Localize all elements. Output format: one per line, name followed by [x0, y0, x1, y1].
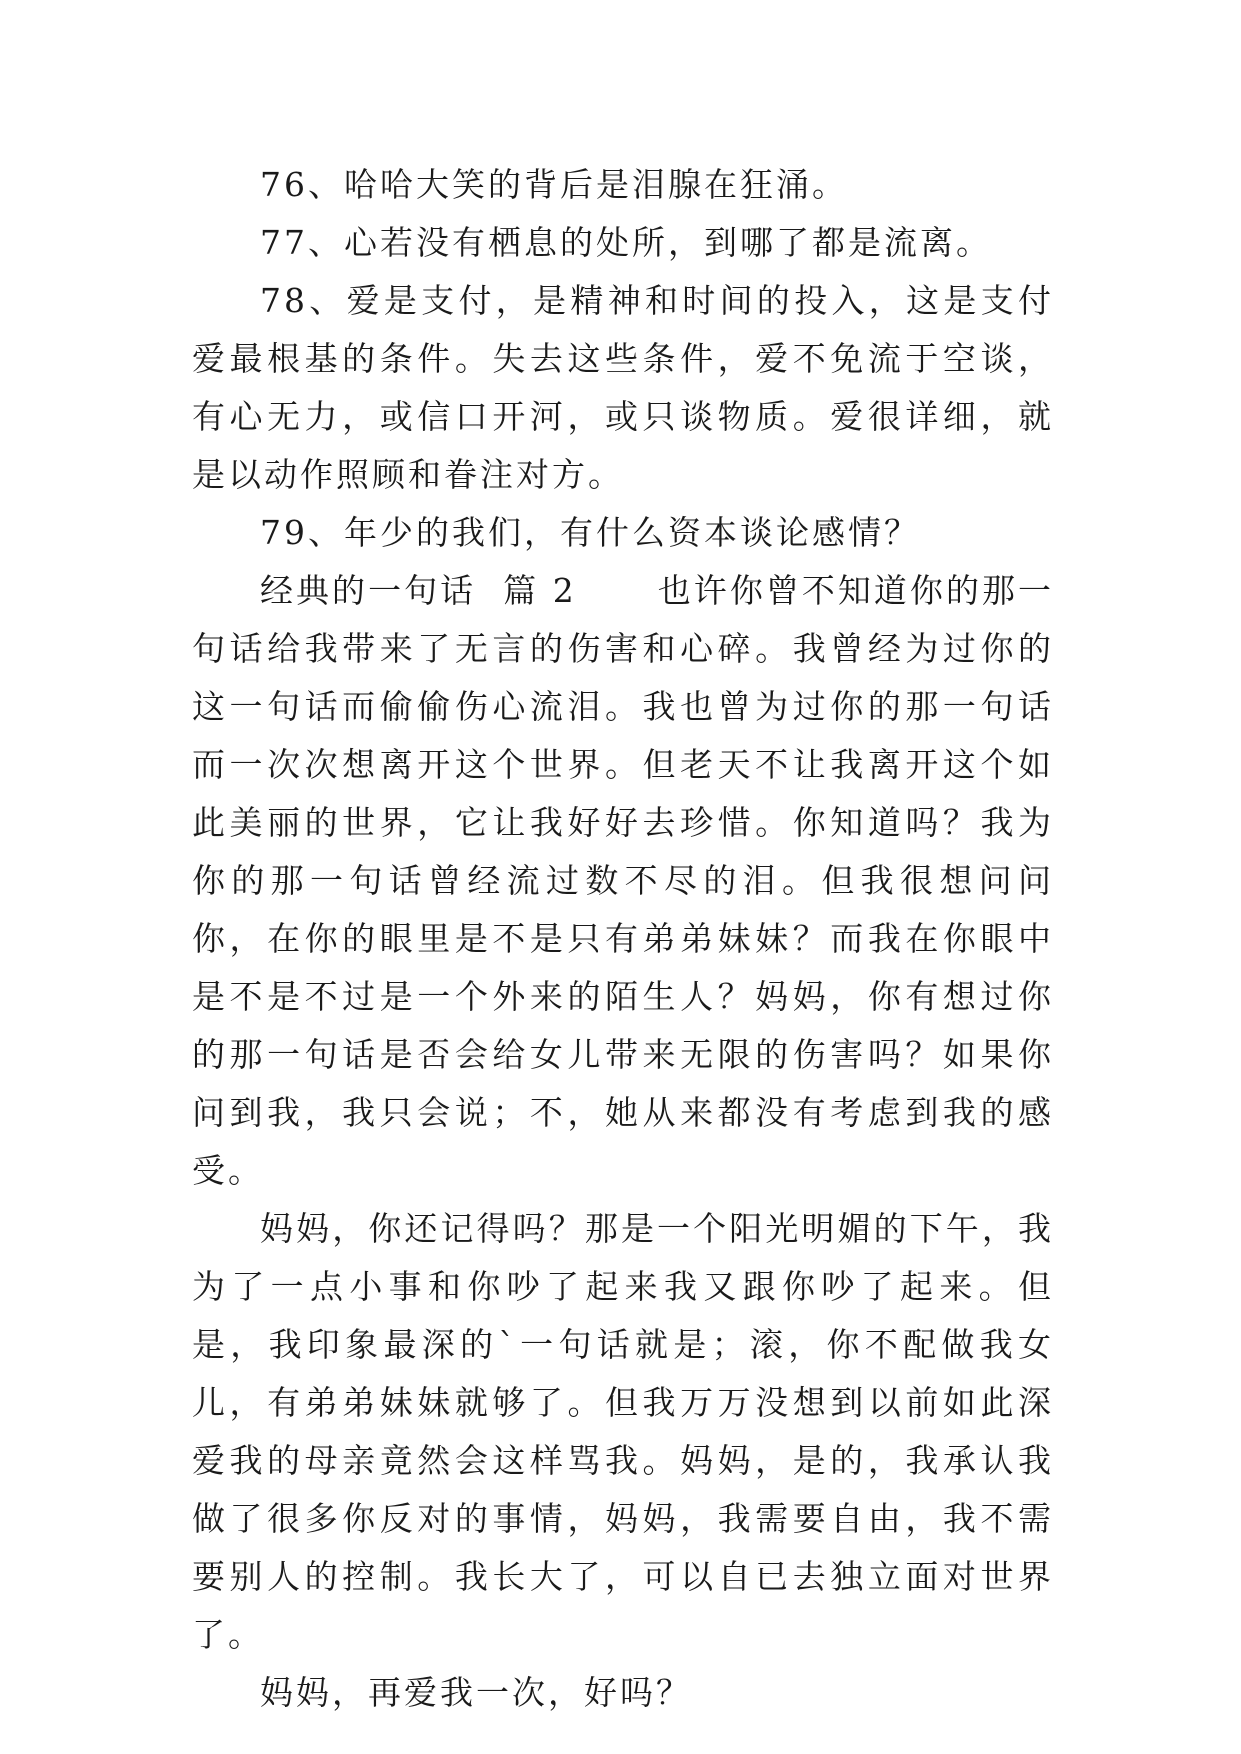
paragraph-mother-memory: 妈妈，你还记得吗？那是一个阳光明媚的下午，我为了一点小事和你吵了起来我又跟你吵了起来。但是，我印象最深的`一句话就是；滚，你不配做我女儿，有弟弟妹妹就够了。但我万万没想到以前如此深爱我的母亲竟然会这样骂我。妈妈，是的，我承认我做了很多你反对的事情，妈妈，我需要自由，我不需要别人的控制。我长大了，可以自已去独立面对世界了。	[192, 1209, 1054, 1654]
paragraph-77: 77、心若没有栖息的处所，到哪了都是流离。	[260, 223, 992, 262]
document-body	[192, 156, 1054, 1722]
paragraph-closing: 妈妈，再爱我一次，好吗？	[260, 1673, 692, 1712]
paragraph-76: 76、哈哈大笑的背后是泪腺在狂涌。	[260, 165, 848, 204]
paragraph-79: 79、年少的我们，有什么资本谈论感情？	[260, 513, 920, 552]
paragraph-78: 78、爱是支付，是精神和时间的投入，这是支付爱最根基的条件。失去这些条件，爱不免流于空谈，有心无力，或信口开河，或只谈物质。爱很详细，就是以动作照顾和眷注对方。	[192, 281, 1054, 494]
paragraph-section-2: 经典的一句话 篇 2 也许你曾不知道你的那一句话给我带来了无言的伤害和心碎。我曾经为过你的这一句话而偷偷伤心流泪。我也曾为过你的那一句话而一次次想离开这个世界。但老天不让我离开这个如此美丽的世界，它让我好好去珍惜。你知道吗？我为你的那一句话曾经流过数不尽的泪。但我很想问问你，在你的眼里是不是只有弟弟妹妹？而我在你眼中是不是不过是一个外来的陌生人？妈妈，你有想过你的那一句话是否会给女儿带来无限的伤害吗？如果你问到我，我只会说；不，她从来都没有考虑到我的感受。	[192, 571, 1054, 1190]
